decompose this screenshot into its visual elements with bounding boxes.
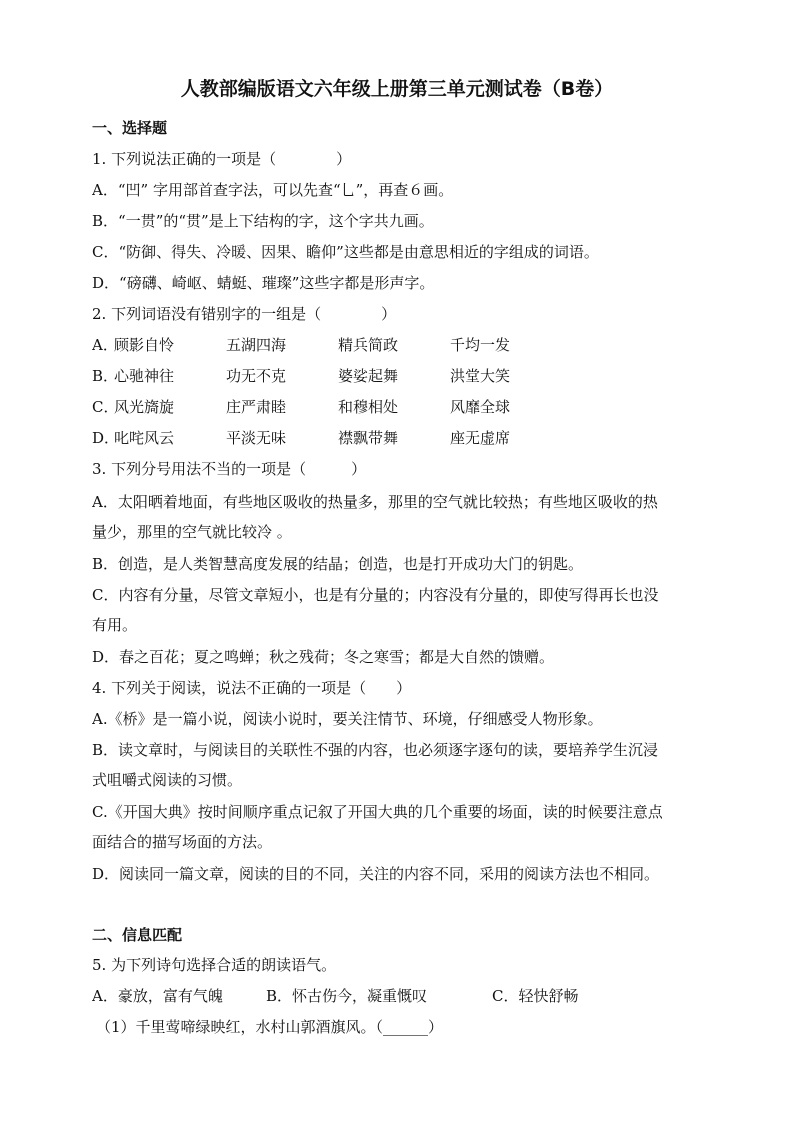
option-label: D． — [92, 429, 120, 447]
option-word: 千均一发 — [450, 336, 511, 354]
option-word: 襟飘带舞 — [338, 429, 399, 447]
question-1-option-d: D．“磅礴、崎岖、蜻蜓、璀璨”这些字都是形声字。 — [92, 274, 435, 292]
question-3-stem: 3. 下列分号用法不当的一项是（ ） — [92, 460, 367, 478]
tone-option-a: A．豪放，富有气魄 — [92, 987, 223, 1005]
option-label: C． — [92, 398, 119, 416]
question-2-option-c — [92, 397, 702, 417]
option-label: B． — [92, 367, 119, 385]
question-4-option-b-line1: B．读文章时，与阅读目的关联性不强的内容，也必须逐字逐句的读，要培养学生沉浸 — [92, 741, 659, 759]
option-word: 顾影自怜 — [114, 336, 175, 354]
question-3-option-d: D．春之百花；夏之鸣蝉；秋之残荷；冬之寒雪；都是大自然的馈赠。 — [92, 648, 555, 666]
question-5-stem: 5. 为下列诗句选择合适的朗读语气。 — [92, 956, 337, 974]
question-3-option-c-line2: 有用。 — [92, 616, 138, 634]
option-word: 庄严肃睦 — [226, 398, 287, 416]
question-4-option-d: D．阅读同一篇文章，阅读的目的不同，关注的内容不同，采用的阅读方法也不相同。 — [92, 865, 660, 883]
question-2-option-b — [92, 366, 702, 386]
question-5-options — [92, 986, 702, 1006]
tone-option-c: C．轻快舒畅 — [492, 987, 579, 1005]
question-4-option-c-line2: 面结合的描写场面的方法。 — [92, 833, 273, 851]
question-2-option-a — [92, 335, 702, 355]
tone-option-b: B．怀古伤今，凝重慨叹 — [266, 987, 428, 1005]
section-heading-choice: 一、选择题 — [92, 119, 168, 137]
question-2-option-d — [92, 428, 702, 448]
page-title: 人教部编版语文六年级上册第三单元测试卷（B卷） — [180, 78, 614, 100]
question-1-option-c: C．“防御、得失、冷暖、因果、瞻仰”这些都是由意思相近的字组成的词语。 — [92, 243, 599, 261]
option-word: 叱咤风云 — [114, 429, 175, 447]
question-3-option-a-line1: A．太阳晒着地面，有些地区吸收的热量多，那里的空气就比较热；有些地区吸收的热 — [92, 493, 658, 511]
option-word: 和穆相处 — [338, 398, 399, 416]
option-word: 精兵简政 — [338, 336, 399, 354]
section-heading-matching: 二、信息匹配 — [92, 926, 183, 944]
option-label: A． — [92, 336, 118, 354]
option-word: 风靡全球 — [450, 398, 511, 416]
question-1-option-b: B．“一贯”的“贯”是上下结构的字，这个字共九画。 — [92, 212, 434, 230]
question-4-option-a: A.《桥》是一篇小说，阅读小说时，要关注情节、环境，仔细感受人物形象。 — [92, 710, 603, 728]
option-word: 平淡无味 — [226, 429, 287, 447]
question-4-stem: 4. 下列关于阅读，说法不正确的一项是（ ） — [92, 679, 412, 697]
question-3-option-c-line1: C．内容有分量，尽管文章短小，也是有分量的；内容没有分量的，即使写得再长也没 — [92, 586, 659, 604]
option-word: 风光旖旋 — [114, 398, 175, 416]
question-5-item-1: （1）千里莺啼绿映红，水村山郭酒旗风。（______） — [96, 1018, 444, 1036]
question-4-option-c-line1: C.《开国大典》按时间顺序重点记叙了开国大典的几个重要的场面，读的时候要注意点 — [92, 803, 663, 821]
option-word: 婆娑起舞 — [338, 367, 399, 385]
question-3-option-a-line2: 量少，那里的空气就比较冷 。 — [92, 523, 292, 541]
question-3-option-b: B．创造，是人类智慧高度发展的结晶；创造，也是打开成功大门的钥匙。 — [92, 555, 584, 573]
question-4-option-b-line2: 式咀嚼式阅读的习惯。 — [92, 771, 243, 789]
question-1-stem: 1. 下列说法正确的一项是（ ） — [92, 150, 352, 168]
question-2-stem: 2. 下列词语没有错别字的一组是（ ） — [92, 305, 397, 323]
option-word: 心驰神往 — [114, 367, 175, 385]
option-word: 洪堂大笑 — [450, 367, 511, 385]
option-word: 座无虚席 — [450, 429, 511, 447]
option-word: 五湖四海 — [226, 336, 287, 354]
option-word: 功无不克 — [226, 367, 287, 385]
question-1-option-a: A．“凹” 字用部首查字法，可以先查“乚”，再查６画。 — [92, 181, 454, 199]
